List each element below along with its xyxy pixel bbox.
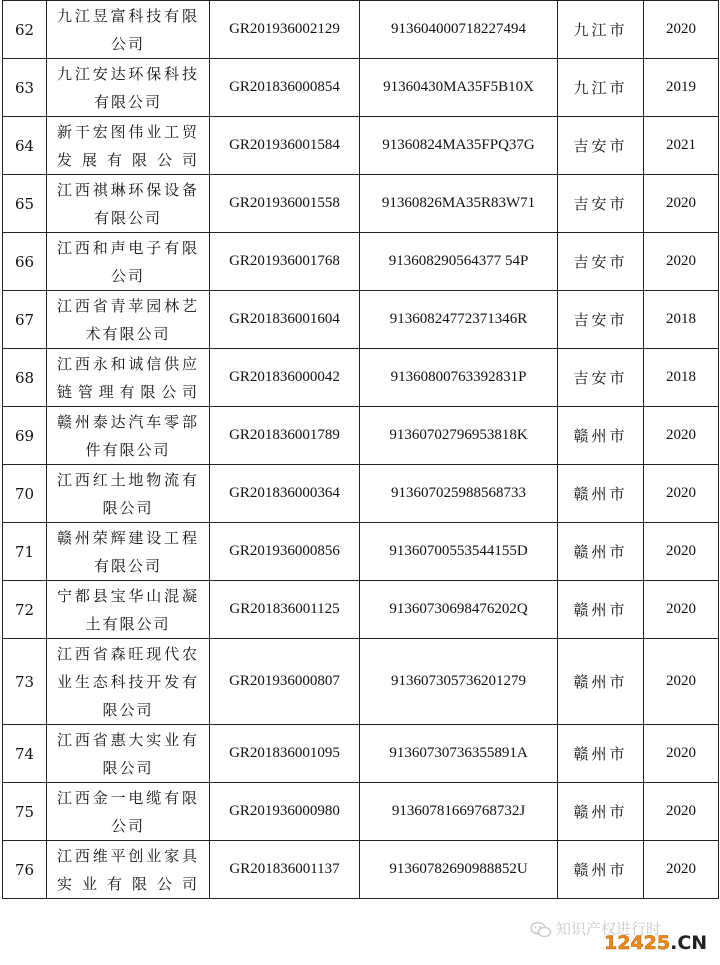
- table-body: [3, 1, 719, 899]
- city: 赣州市: [558, 783, 644, 841]
- site-logo-dot: .: [670, 932, 678, 954]
- credit-code: 91360782690988852U: [360, 841, 558, 899]
- company-name-line: 链管理有限公司: [57, 382, 199, 401]
- company-name: [47, 407, 210, 465]
- year: 2020: [644, 175, 719, 233]
- credit-code: 91360700553544155D: [360, 523, 558, 581]
- company-name: [47, 349, 210, 407]
- company-name-line: 江西红土地物流有: [57, 470, 199, 489]
- certificate-number: GR201836001789: [210, 407, 360, 465]
- city: 赣州市: [558, 465, 644, 523]
- company-name-line: 公司: [110, 266, 145, 285]
- certificate-number: GR201836001137: [210, 841, 360, 899]
- company-name: [47, 523, 210, 581]
- certificate-number: GR201936002129: [210, 1, 360, 59]
- year: 2020: [644, 465, 719, 523]
- company-name: [47, 291, 210, 349]
- company-name: [47, 465, 210, 523]
- credit-code: 91360824772371346R: [360, 291, 558, 349]
- table-row: [3, 233, 719, 291]
- company-name-line: 有限公司: [93, 208, 162, 227]
- city: 吉安市: [558, 349, 644, 407]
- credit-code: 91360702796953818K: [360, 407, 558, 465]
- city: 赣州市: [558, 639, 644, 725]
- company-name-line: 江西维平创业家具: [57, 846, 199, 865]
- wechat-icon: [530, 921, 552, 939]
- table-row: [3, 581, 719, 639]
- company-name: [47, 783, 210, 841]
- credit-code: 913607025988568733: [360, 465, 558, 523]
- year: 2019: [644, 59, 719, 117]
- company-name: [47, 841, 210, 899]
- city: 赣州市: [558, 407, 644, 465]
- credit-code: 91360430MA35F5B10X: [360, 59, 558, 117]
- company-name: [47, 117, 210, 175]
- year: 2018: [644, 291, 719, 349]
- company-name-line: 宁都县宝华山混凝: [57, 586, 199, 605]
- company-name-line: 发展有限公司: [57, 150, 199, 169]
- credit-code: 913607305736201279: [360, 639, 558, 725]
- company-name-line: 限公司: [102, 758, 154, 777]
- credit-code: 91360800763392831P: [360, 349, 558, 407]
- company-name-line: 江西和声电子有限: [57, 238, 199, 257]
- company-name: [47, 581, 210, 639]
- table-row: [3, 291, 719, 349]
- row-number: 62: [3, 1, 47, 59]
- year: 2020: [644, 581, 719, 639]
- company-name-line: 件有限公司: [85, 440, 171, 459]
- company-name-line: 限公司: [102, 498, 154, 517]
- site-logo: [604, 932, 707, 954]
- company-name-line: 限公司: [102, 700, 154, 719]
- company-name-line: 术有限公司: [85, 324, 171, 343]
- table-row: [3, 407, 719, 465]
- row-number: 70: [3, 465, 47, 523]
- credit-code: 91360730698476202Q: [360, 581, 558, 639]
- table-row: [3, 59, 719, 117]
- certificate-number: GR201936000807: [210, 639, 360, 725]
- row-number: 71: [3, 523, 47, 581]
- enterprise-table: [2, 0, 719, 899]
- company-name: [47, 639, 210, 725]
- year: 2020: [644, 725, 719, 783]
- company-name-line: 九江昱富科技有限: [57, 6, 199, 25]
- company-name-line: 新干宏图伟业工贸: [57, 122, 199, 141]
- company-name-line: 公司: [110, 34, 145, 53]
- row-number: 74: [3, 725, 47, 783]
- company-name: [47, 175, 210, 233]
- certificate-number: GR201836000854: [210, 59, 360, 117]
- year: 2020: [644, 1, 719, 59]
- credit-code: 91360824MA35FPQ37G: [360, 117, 558, 175]
- site-logo-number: 12425: [604, 932, 671, 954]
- year: 2020: [644, 783, 719, 841]
- company-name: [47, 1, 210, 59]
- row-number: 63: [3, 59, 47, 117]
- city: 赣州市: [558, 725, 644, 783]
- certificate-number: GR201936001768: [210, 233, 360, 291]
- row-number: 69: [3, 407, 47, 465]
- company-name-line: 有限公司: [93, 556, 162, 575]
- row-number: 73: [3, 639, 47, 725]
- company-name-line: 赣州泰达汽车零部: [57, 412, 199, 431]
- city: 九江市: [558, 1, 644, 59]
- company-name-line: 江西省森旺现代农: [57, 644, 199, 663]
- city: 赣州市: [558, 523, 644, 581]
- credit-code: 913608290564377 54P: [360, 233, 558, 291]
- credit-code: 913604000718227494: [360, 1, 558, 59]
- company-name-line: 江西永和诚信供应: [57, 354, 199, 373]
- row-number: 76: [3, 841, 47, 899]
- table-row: [3, 465, 719, 523]
- table-row: [3, 349, 719, 407]
- company-name-line: 实业有限公司: [57, 874, 199, 893]
- credit-code: 91360826MA35R83W71: [360, 175, 558, 233]
- certificate-number: GR201936001584: [210, 117, 360, 175]
- row-number: 68: [3, 349, 47, 407]
- company-name: [47, 233, 210, 291]
- row-number: 65: [3, 175, 47, 233]
- certificate-number: GR201836001604: [210, 291, 360, 349]
- row-number: 75: [3, 783, 47, 841]
- certificate-number: GR201936000980: [210, 783, 360, 841]
- year: 2020: [644, 407, 719, 465]
- table-row: [3, 841, 719, 899]
- company-name-line: 土有限公司: [85, 614, 171, 633]
- year: 2021: [644, 117, 719, 175]
- table-row: [3, 117, 719, 175]
- row-number: 67: [3, 291, 47, 349]
- credit-code: 91360730736355891A: [360, 725, 558, 783]
- company-name-line: 江西省惠大实业有: [57, 730, 199, 749]
- company-name-line: 江西祺琳环保设备: [57, 180, 199, 199]
- certificate-number: GR201936000856: [210, 523, 360, 581]
- city: 赣州市: [558, 581, 644, 639]
- company-name-line: 有限公司: [93, 92, 162, 111]
- certificate-number: GR201836001125: [210, 581, 360, 639]
- city: 赣州市: [558, 841, 644, 899]
- city: 吉安市: [558, 175, 644, 233]
- company-name-line: 公司: [110, 816, 145, 835]
- year: 2020: [644, 233, 719, 291]
- city: 吉安市: [558, 291, 644, 349]
- year: 2020: [644, 841, 719, 899]
- table-row: [3, 725, 719, 783]
- city: 九江市: [558, 59, 644, 117]
- table-row: [3, 1, 719, 59]
- certificate-number: GR201836000364: [210, 465, 360, 523]
- certificate-number: GR201836000042: [210, 349, 360, 407]
- city: 吉安市: [558, 233, 644, 291]
- year: 2020: [644, 523, 719, 581]
- company-name-line: 江西金一电缆有限: [57, 788, 199, 807]
- credit-code: 91360781669768732J: [360, 783, 558, 841]
- row-number: 72: [3, 581, 47, 639]
- year: 2020: [644, 639, 719, 725]
- table-row: [3, 783, 719, 841]
- year: 2018: [644, 349, 719, 407]
- table-row: [3, 523, 719, 581]
- watermark-text: 知识产权进行时: [556, 920, 662, 938]
- table-row: [3, 639, 719, 725]
- site-logo-tld: CN: [677, 932, 708, 954]
- company-name-line: 九江安达环保科技: [57, 64, 199, 83]
- city: 吉安市: [558, 117, 644, 175]
- table-row: [3, 175, 719, 233]
- company-name: [47, 725, 210, 783]
- company-name: [47, 59, 210, 117]
- certificate-number: GR201936001558: [210, 175, 360, 233]
- certificate-number: GR201836001095: [210, 725, 360, 783]
- row-number: 66: [3, 233, 47, 291]
- company-name-line: 业生态科技开发有: [57, 672, 199, 691]
- row-number: 64: [3, 117, 47, 175]
- company-name-line: 赣州荣辉建设工程: [57, 528, 199, 547]
- company-name-line: 江西省青苹园林艺: [57, 296, 199, 315]
